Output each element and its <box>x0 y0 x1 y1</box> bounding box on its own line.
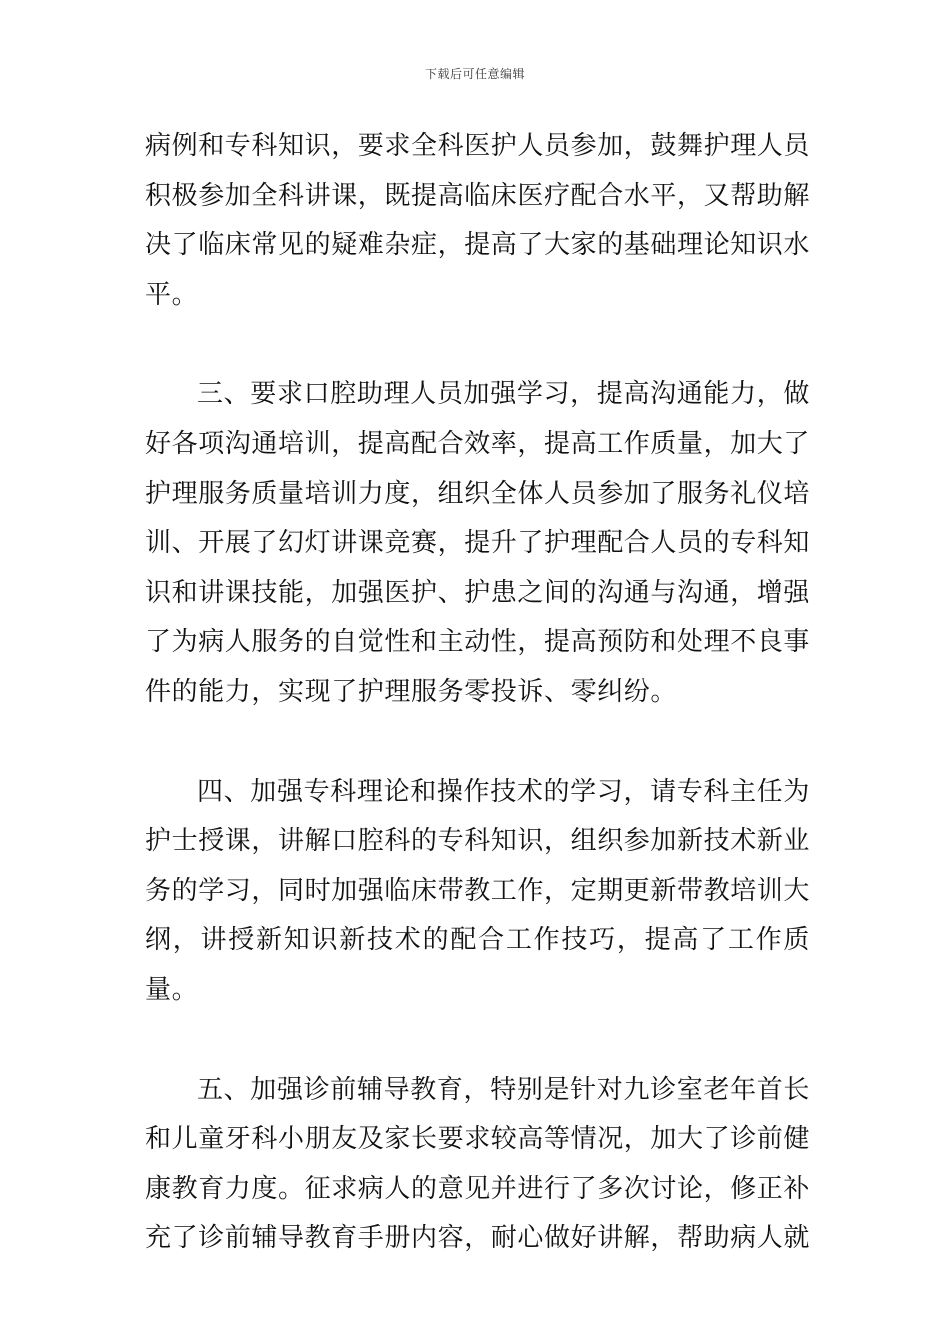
paragraph-section-five: 五、加强诊前辅导教育，特别是针对九诊室老年首长和儿童牙科小朋友及家长要求较高等情况，加大了诊前健康教育力度。征求病人的意见并进行了多次讨论，修正补充了诊前辅导教育手册内容，耐心做好讲解，帮助病人就 <box>145 1074 811 1254</box>
paragraph-continuation: 病例和专科知识，要求全科医护人员参加，鼓舞护理人员积极参加全科讲课，既提高临床医疗配合水平，又帮助解决了临床常见的疑难杂症，提高了大家的基础理论知识水平。 <box>145 131 811 310</box>
paragraph-gap <box>145 320 810 370</box>
paragraph-gap <box>145 718 810 768</box>
paragraph-section-three: 三、要求口腔助理人员加强学习，提高沟通能力，做好各项沟通培训，提高配合效率，提高工作质量，加大了护理服务质量培训力度，组织全体人员参加了服务礼仪培训、开展了幻灯讲课竞赛，提升了护理配合人员的专科知识和讲课技能，加强医护、护患之间的沟通与沟通，增强了为病人服务的自觉性和主动性，提高预防和处理不良事件的能力，实现了护理服务零投诉、零纠纷。 <box>145 379 811 707</box>
paragraph-section-four: 四、加强专科理论和操作技术的学习，请专科主任为护士授课，讲解口腔科的专科知识，组织参加新技术新业务的学习，同时加强临床带教工作，定期更新带教培训大纲，讲授新知识新技术的配合工作技巧，提高了工作质量。 <box>145 776 811 1005</box>
page-header: 下载后可任意编辑 <box>424 67 525 81</box>
paragraph-gap <box>145 1016 810 1066</box>
document-body <box>145 122 810 1264</box>
